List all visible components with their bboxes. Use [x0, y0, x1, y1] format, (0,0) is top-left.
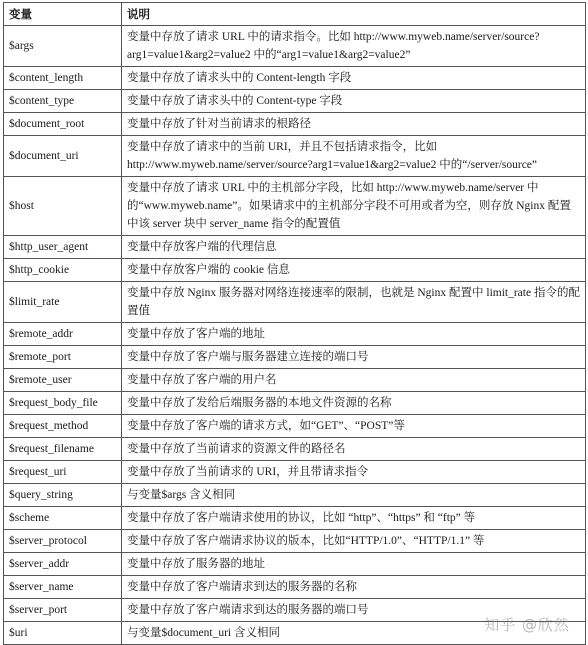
- table-row: [4, 259, 586, 282]
- header-description: 说明: [122, 3, 586, 26]
- header-variable: 变量: [4, 3, 122, 26]
- document-page: [3, 2, 585, 645]
- variable-name: $limit_rate: [4, 282, 122, 323]
- table-row: [4, 113, 586, 136]
- variable-description: 变量中存放客户端的 cookie 信息: [122, 259, 586, 282]
- table-row: [4, 323, 586, 346]
- variable-name: $server_name: [4, 576, 122, 599]
- table-header-row: [4, 3, 586, 26]
- table-row: [4, 346, 586, 369]
- variable-description: 变量中存放了发给后端服务器的本地文件资源的名称: [122, 392, 586, 415]
- table-row: [4, 484, 586, 507]
- variable-description: 变量中存放了当前请求的 URI，并且带请求指令: [122, 461, 586, 484]
- table-row: [4, 177, 586, 236]
- variable-name: $document_root: [4, 113, 122, 136]
- variable-description: 变量中存放了客户端的请求方式，如“GET”、“POST”等: [122, 415, 586, 438]
- variable-name: $server_port: [4, 599, 122, 622]
- nginx-variables-table: [3, 2, 586, 645]
- variable-name: $server_protocol: [4, 530, 122, 553]
- variable-name: $scheme: [4, 507, 122, 530]
- watermark: 知乎 @欣然: [484, 616, 570, 634]
- table-row: [4, 236, 586, 259]
- variable-name: $request_body_file: [4, 392, 122, 415]
- table-row: [4, 67, 586, 90]
- variable-name: $http_cookie: [4, 259, 122, 282]
- variable-description: 变量中存放了客户端请求协议的版本，比如“HTTP/1.0”、“HTTP/1.1” 等: [122, 530, 586, 553]
- table-row: [4, 507, 586, 530]
- table-row: [4, 553, 586, 576]
- variable-description: 变量中存放了请求中的当前 URI，并且不包括请求指令，比如 http://www.myweb.name/server/source?arg1=value1&arg2=value2 中的“/server/source”: [122, 136, 586, 177]
- table-row: [4, 576, 586, 599]
- variable-description: 变量中存放客户端的代理信息: [122, 236, 586, 259]
- variable-description: 变量中存放了请求头中的 Content-type 字段: [122, 90, 586, 113]
- table-row: [4, 530, 586, 553]
- variable-name: $host: [4, 177, 122, 236]
- variable-description: 变量中存放了客户端请求到达的服务器的名称: [122, 576, 586, 599]
- table-row: [4, 136, 586, 177]
- variable-description: 与变量$args 含义相同: [122, 484, 586, 507]
- table-row: [4, 90, 586, 113]
- variable-description: 变量中存放了客户端请求到达的服务器的端口号: [122, 599, 586, 622]
- variable-name: $query_string: [4, 484, 122, 507]
- variable-description: 变量中存放了客户端的地址: [122, 323, 586, 346]
- variable-description: 变量中存放了客户端与服务器建立连接的端口号: [122, 346, 586, 369]
- variable-name: $document_uri: [4, 136, 122, 177]
- variable-description: 变量中存放了客户端请求使用的协议，比如 “http”、“https” 和 “ftp” 等: [122, 507, 586, 530]
- table-row: [4, 461, 586, 484]
- variable-description: 变量中存放了请求头中的 Content-length 字段: [122, 67, 586, 90]
- table-row: [4, 26, 586, 67]
- variable-name: $server_addr: [4, 553, 122, 576]
- variable-description: 变量中存放了请求 URL 中的请求指令。比如 http://www.myweb.name/server/source?arg1=value1&arg2=value2 中的“arg1=value1&arg2=value2”: [122, 26, 586, 67]
- variable-name: $remote_user: [4, 369, 122, 392]
- table-body: [4, 26, 586, 645]
- variable-description: 变量中存放了服务器的地址: [122, 553, 586, 576]
- variable-description: 与变量$document_uri 含义相同: [122, 622, 586, 645]
- variable-name: $remote_addr: [4, 323, 122, 346]
- variable-name: $request_uri: [4, 461, 122, 484]
- variable-name: $uri: [4, 622, 122, 645]
- variable-name: $remote_port: [4, 346, 122, 369]
- variable-name: $content_type: [4, 90, 122, 113]
- variable-description: 变量中存放了请求 URL 中的主机部分字段，比如 http://www.myweb.name/server 中的“www.myweb.name”。如果请求中的主机部分字段不可用或者为空，则存放 Nginx 配置中该 server 块中 server_name 指令的配置值: [122, 177, 586, 236]
- variable-description: 变量中存放 Nginx 服务器对网络连接速率的限制，也就是 Nginx 配置中 limit_rate 指令的配置值: [122, 282, 586, 323]
- variable-description: 变量中存放了当前请求的资源文件的路径名: [122, 438, 586, 461]
- table-row: [4, 369, 586, 392]
- table-row: [4, 415, 586, 438]
- variable-name: $args: [4, 26, 122, 67]
- table-row: [4, 282, 586, 323]
- variable-name: $request_method: [4, 415, 122, 438]
- variable-description: 变量中存放了客户端的用户名: [122, 369, 586, 392]
- variable-name: $http_user_agent: [4, 236, 122, 259]
- variable-name: $request_filename: [4, 438, 122, 461]
- table-row: [4, 392, 586, 415]
- variable-description: 变量中存放了针对当前请求的根路径: [122, 113, 586, 136]
- variable-name: $content_length: [4, 67, 122, 90]
- table-row: [4, 438, 586, 461]
